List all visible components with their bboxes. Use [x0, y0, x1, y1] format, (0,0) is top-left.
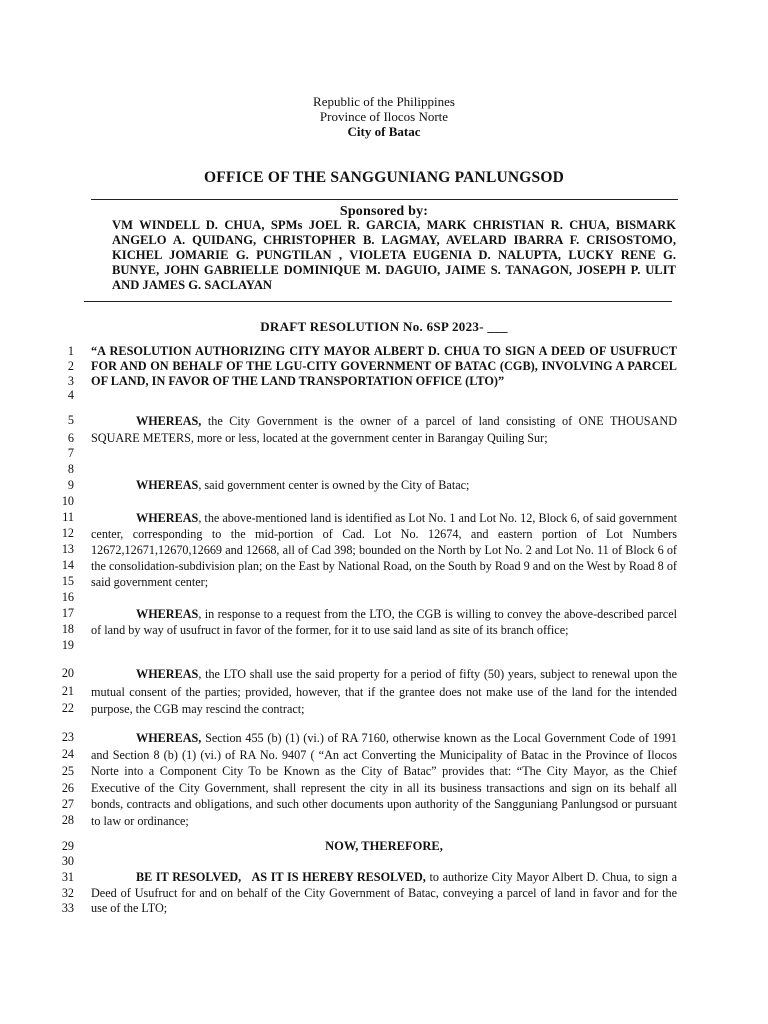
sponsored-label: Sponsored by: — [339, 204, 429, 219]
whereas-clause-5 — [91, 666, 677, 719]
line-number: 16 — [61, 590, 74, 604]
line-number: 19 — [61, 638, 74, 652]
line-number: 18 — [61, 622, 74, 636]
whereas-clause-2 — [91, 478, 677, 493]
sponsors-rule — [84, 301, 672, 302]
line-number: 12 — [61, 526, 74, 540]
line-number: 24 — [61, 747, 74, 761]
now-therefore-heading: NOW, THEREFORE, — [325, 839, 443, 853]
draft-resolution-title: DRAFT RESOLUTION No. 6SP 2023- ___ — [260, 319, 508, 334]
line-number: 14 — [61, 558, 74, 572]
resolved-lead: BE IT RESOLVED, AS IT IS HEREBY RESOLVED, — [136, 870, 426, 884]
clause-lead: WHEREAS — [136, 607, 199, 621]
whereas-clause-6 — [91, 730, 677, 830]
line-number: 7 — [67, 446, 74, 460]
whereas-clause-4 — [91, 606, 677, 638]
line-number: 6 — [67, 431, 74, 445]
clause-text: , the above-mentioned land is identified as Lot No. 1 and Lot No. 12, Block 6, of said government center, corresponding to the mid-portion of Cad. Lot No. 12674, and eastern portion of Lot Numbers 12672,12671,12670,12669 and 12668, all of Cad 398; bounded on the North by Lot No. 2 and Lot No. 11 of Block 6 of the consolidation-subdivision plan; on the East by National Road, on the South by Road 9 and on the West by Road 8 of said government center; — [91, 511, 677, 589]
line-number: 28 — [61, 813, 74, 827]
clause-lead: WHEREAS — [136, 478, 199, 492]
line-number: 32 — [61, 886, 74, 900]
line-number: 10 — [61, 494, 74, 508]
whereas-clause-1 — [91, 413, 677, 446]
line-number: 17 — [61, 606, 74, 620]
line-number: 23 — [61, 730, 74, 744]
republic-line: Republic of the Philippines — [313, 94, 455, 109]
line-number: 8 — [67, 462, 74, 476]
city-line: City of Batac — [347, 124, 421, 139]
line-number: 22 — [61, 701, 74, 715]
clause-lead: WHEREAS, — [136, 414, 202, 428]
line-number: 3 — [67, 374, 74, 388]
line-number: 1 — [67, 344, 74, 358]
clause-lead: WHEREAS, — [136, 731, 202, 745]
line-number: 25 — [61, 764, 74, 778]
line-number: 30 — [61, 854, 74, 868]
line-number: 26 — [61, 781, 74, 795]
clause-text: , said government center is owned by the City of Batac; — [198, 478, 470, 492]
line-number: 15 — [61, 574, 74, 588]
line-number: 21 — [61, 684, 74, 698]
clause-text: , in response to a request from the LTO, the CGB is willing to convey the above-described parcel of land by way of usufruct in favor of the former, for it to use said land as site of its branch office; — [91, 607, 677, 637]
header-rule — [91, 199, 678, 200]
resolved-clause — [91, 870, 681, 917]
line-number: 31 — [61, 870, 74, 884]
whereas-clause-3 — [91, 510, 677, 590]
clause-text: the City Government is the owner of a parcel of land consisting of ONE THOUSAND SQUARE METERS, more or less, located at the government center in Barangay Quiling Sur; — [91, 414, 677, 445]
line-number: 2 — [67, 359, 74, 373]
line-number: 29 — [61, 839, 74, 853]
line-number: 11 — [62, 510, 74, 524]
province-line: Province of Ilocos Norte — [319, 109, 449, 124]
clause-lead: WHEREAS — [136, 667, 199, 681]
line-number: 5 — [67, 413, 74, 427]
line-number: 13 — [61, 542, 74, 556]
office-title: OFFICE OF THE SANGGUNIANG PANLUNGSOD — [204, 169, 564, 186]
line-number: 9 — [67, 478, 74, 492]
clause-text: Section 455 (b) (1) (vi.) of RA 7160, otherwise known as the Local Government Code of 1991 and Section 8 (b) (1) (vi.) of RA No. 9407 ( “An act Converting the Municipality of Batac in the Province of Ilocos Norte into a Component City To be Known as the City of Batac” provides that: “The City Mayor, as the Chief Executive of the City Government, shall represent the city in all its business transactions and sign on its behalf all bonds, contracts and obligations, and such other documents upon authority of the Sangguniang Panlungsod or pursuant to law or ordinance; — [91, 731, 677, 828]
resolution-title: “A RESOLUTION AUTHORIZING CITY MAYOR ALBERT D. CHUA TO SIGN A DEED OF USUFRUCT FOR AND ON BEHALF OF THE LGU-CITY GOVERNMENT OF BATAC (CGB), INVOLVING A PARCEL OF LAND, IN FAVOR OF THE LAND TRANSPORTATION OFFICE (LTO)” — [91, 344, 677, 388]
resolved-text: to authorize City Mayor Albert D. Chua, to sign a Deed of Usufruct for and on behalf of the City Government of Batac, conveying a parcel of land in favor and for the use of the LTO; — [91, 870, 681, 916]
line-number: 33 — [61, 901, 74, 915]
sponsors-list: VM WINDELL D. CHUA, SPMs JOEL R. GARCIA, MARK CHRISTIAN R. CHUA, BISMARK ANGELO A. QUIDANG, CHRISTOPHER B. LAGMAY, AVELARD IBARRA F. CRISOSTOMO, KICHEL JOMARIE G. PUNGTILAN , VIOLETA EUGENIA D. NALUPTA, LUCKY RENE G. BUNYE, JOHN GABRIELLE DOMINIQUE M. DAGUIO, JAIME S. TANAGON, JOSEPH P. ULIT AND JAMES G. SACLAYAN — [112, 218, 676, 292]
line-number: 27 — [61, 797, 74, 811]
line-number: 20 — [61, 666, 74, 680]
line-number: 4 — [67, 388, 74, 402]
clause-lead: WHEREAS — [136, 511, 199, 525]
clause-text: , the LTO shall use the said property for a period of fifty (50) years, subject to renewal upon the mutual consent of the parties; provided, however, that if the grantee does not make use of the land for the intended purpose, the CGB may rescind the contract; — [91, 667, 677, 716]
